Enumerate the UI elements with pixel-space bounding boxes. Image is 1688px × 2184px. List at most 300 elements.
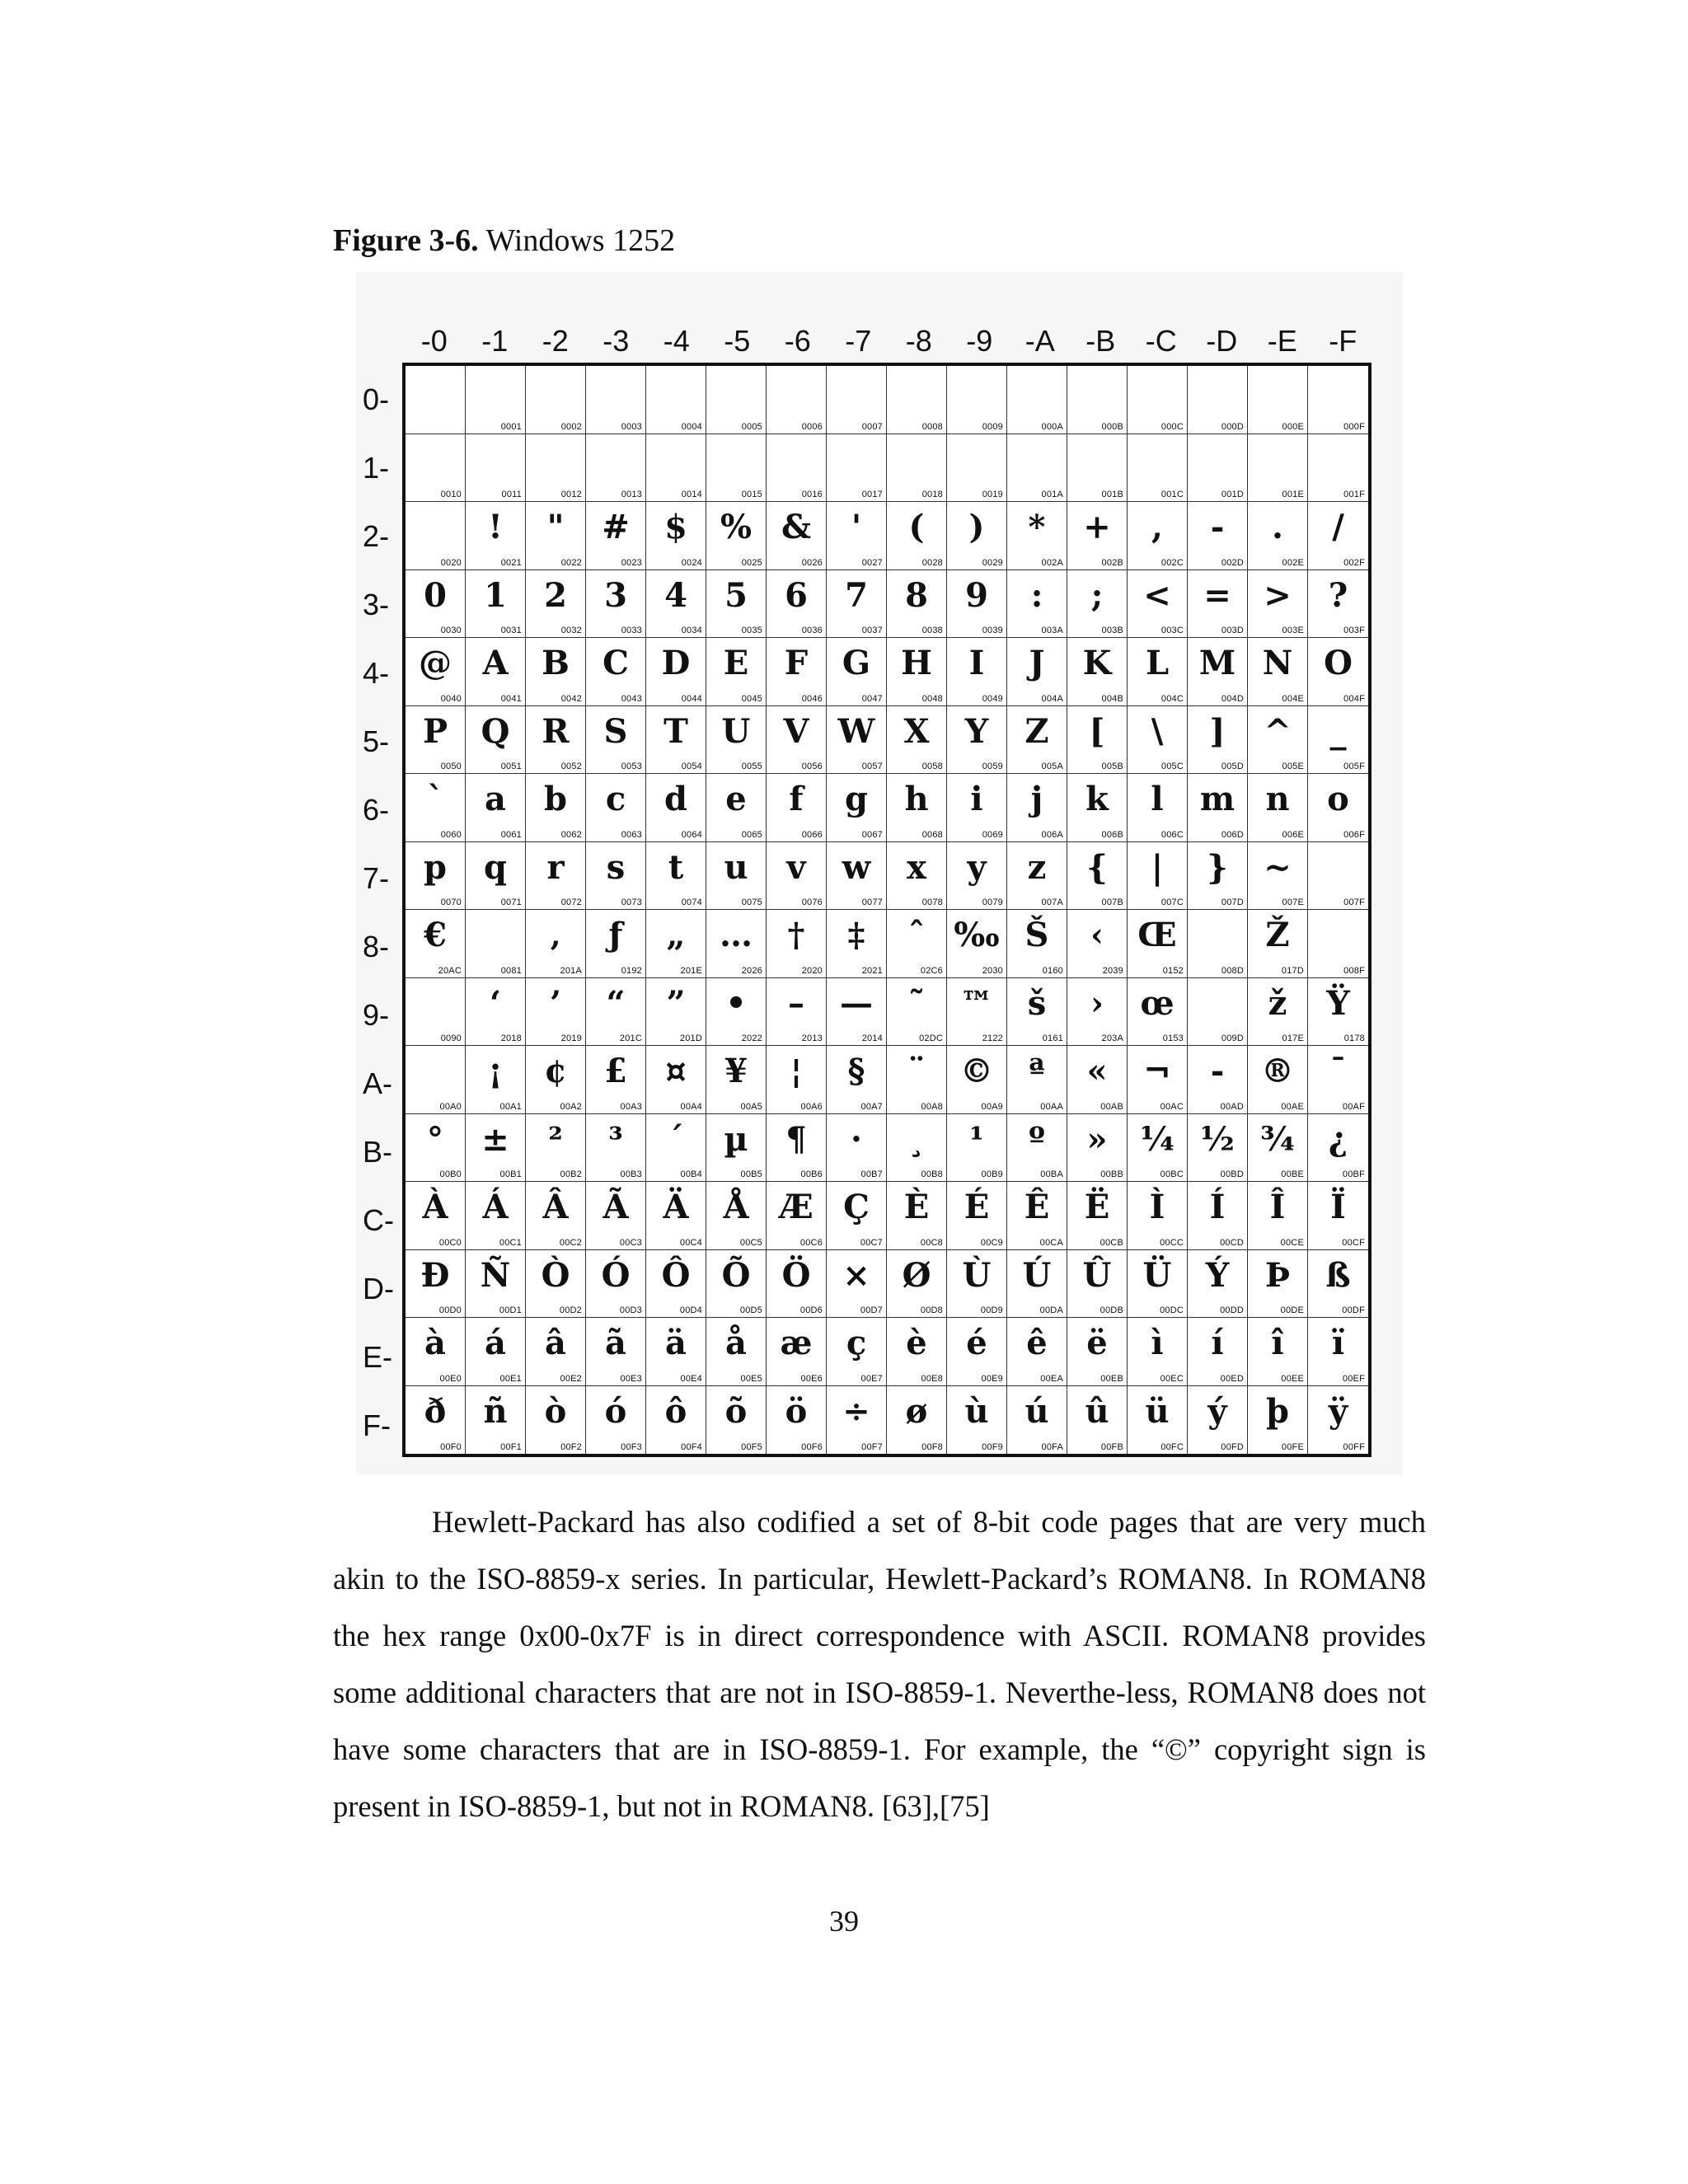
cell-glyph: ¿ xyxy=(1328,1119,1348,1159)
cell-code: 0035 xyxy=(741,626,762,635)
table-cell xyxy=(586,1114,646,1183)
table-cell xyxy=(947,502,1007,570)
cell-glyph: [ xyxy=(1089,711,1105,751)
cell-code: 0070 xyxy=(440,898,462,907)
table-cell xyxy=(1067,1114,1128,1183)
cell-code: 203A xyxy=(1101,1033,1123,1043)
table-cell xyxy=(646,1114,706,1183)
cell-code: 006C xyxy=(1160,829,1184,840)
cell-code: 00B5 xyxy=(740,1169,762,1179)
cell-code: 00D3 xyxy=(619,1305,642,1315)
cell-code: 003E xyxy=(1282,626,1304,635)
table-cell xyxy=(947,706,1007,775)
cell-code: 006F xyxy=(1343,829,1365,840)
table-cell xyxy=(1067,434,1128,503)
table-cell xyxy=(586,1182,646,1250)
cell-glyph: ë xyxy=(1086,1324,1108,1362)
table-cell xyxy=(1128,706,1188,775)
cell-code: 00CD xyxy=(1220,1237,1244,1248)
cell-glyph: É xyxy=(964,1188,990,1226)
cell-glyph: - xyxy=(1210,1052,1225,1090)
cell-code: 0077 xyxy=(861,898,883,907)
column-header: -5 xyxy=(724,324,751,358)
cell-code: 00C0 xyxy=(438,1237,462,1248)
cell-code: 00BD xyxy=(1220,1169,1244,1179)
cell-glyph: 1 xyxy=(484,575,507,615)
table-cell xyxy=(406,1182,466,1250)
table-cell xyxy=(646,978,706,1047)
cell-code: 0079 xyxy=(982,898,1003,907)
table-cell xyxy=(1007,1250,1067,1319)
table-cell xyxy=(1188,910,1248,978)
cell-code: 00CE xyxy=(1280,1237,1304,1248)
cell-code: 00F8 xyxy=(921,1442,943,1452)
cell-code: 00DF xyxy=(1342,1305,1365,1315)
cell-glyph: ˜ xyxy=(908,983,925,1023)
cell-glyph: ¾ xyxy=(1260,1119,1295,1159)
table-cell xyxy=(1248,1114,1308,1183)
table-cell xyxy=(827,842,887,911)
cell-code: 00DB xyxy=(1100,1305,1123,1315)
cell-code: 00A4 xyxy=(680,1101,702,1112)
cell-code: 00D2 xyxy=(559,1305,582,1315)
table-cell xyxy=(947,1182,1007,1250)
cell-glyph: Å xyxy=(723,1188,749,1226)
cell-code: 2020 xyxy=(801,965,823,976)
cell-code: 0069 xyxy=(982,829,1003,840)
table-cell xyxy=(947,1250,1007,1319)
cell-code: 000C xyxy=(1160,421,1184,432)
table-cell xyxy=(526,1386,586,1455)
cell-code: 0054 xyxy=(681,762,702,771)
cell-glyph: E xyxy=(723,644,749,682)
cell-code: 0029 xyxy=(982,557,1003,568)
cell-glyph: † xyxy=(787,916,805,954)
cell-code: 0073 xyxy=(621,898,642,907)
cell-glyph: á xyxy=(485,1324,506,1362)
cell-glyph: ‚ xyxy=(550,916,561,954)
cell-code: 001C xyxy=(1160,490,1184,499)
cell-glyph: 9 xyxy=(965,575,988,615)
cell-glyph: m xyxy=(1199,780,1236,818)
table-cell xyxy=(706,910,767,978)
cell-code: 00BF xyxy=(1342,1169,1365,1179)
table-cell xyxy=(827,1318,887,1386)
cell-code: 02DC xyxy=(919,1033,943,1043)
cell-code: 0020 xyxy=(440,557,462,568)
cell-code: 00D8 xyxy=(920,1305,943,1315)
table-cell xyxy=(767,1046,827,1114)
cell-glyph: v xyxy=(786,847,806,887)
cell-code: 0032 xyxy=(560,626,582,635)
row-header: 0- xyxy=(363,382,390,416)
cell-code: 005F xyxy=(1343,762,1365,771)
cell-glyph: } xyxy=(1207,847,1228,887)
cell-code: 00EE xyxy=(1281,1373,1304,1384)
cell-code: 201C xyxy=(619,1033,642,1043)
cell-code: 00FE xyxy=(1281,1442,1304,1452)
cell-code: 00FC xyxy=(1160,1442,1184,1452)
cell-glyph: Y xyxy=(964,711,989,751)
cell-code: 003D xyxy=(1221,626,1244,635)
cell-code: 00B8 xyxy=(921,1169,943,1179)
column-header: -E xyxy=(1267,324,1297,358)
table-cell xyxy=(1248,366,1308,434)
cell-code: 001D xyxy=(1221,490,1244,499)
cell-code: 0033 xyxy=(621,626,642,635)
cell-glyph: b xyxy=(544,780,567,818)
cell-code: 0018 xyxy=(921,490,943,499)
row-header: 4- xyxy=(363,656,390,690)
column-header: -C xyxy=(1145,324,1177,358)
cell-code: 002C xyxy=(1160,557,1184,568)
cell-glyph: Ü xyxy=(1142,1255,1172,1295)
cell-code: 004A xyxy=(1041,693,1063,704)
cell-code: 00D7 xyxy=(860,1305,883,1315)
cell-glyph: 5 xyxy=(724,575,748,615)
cell-code: 00B9 xyxy=(981,1169,1003,1179)
cell-glyph: § xyxy=(847,1052,865,1090)
cell-glyph: u xyxy=(724,847,748,887)
cell-glyph: , xyxy=(1151,508,1163,546)
column-header: -4 xyxy=(663,324,690,358)
cell-glyph: “ xyxy=(606,983,626,1023)
table-cell xyxy=(767,1182,827,1250)
cell-glyph: µ xyxy=(724,1119,748,1159)
cell-glyph: T xyxy=(663,711,688,751)
table-cell xyxy=(406,842,466,911)
cell-code: 0072 xyxy=(560,898,582,907)
table-cell xyxy=(767,638,827,706)
cell-glyph: F xyxy=(784,644,809,682)
column-header: -B xyxy=(1085,324,1116,358)
code-page-table xyxy=(402,363,1372,1457)
cell-code: 00D4 xyxy=(679,1305,702,1315)
table-cell xyxy=(1248,910,1308,978)
table-cell xyxy=(947,774,1007,842)
figure-title: Windows 1252 xyxy=(485,223,676,258)
table-cell xyxy=(1248,842,1308,911)
table-cell xyxy=(947,638,1007,706)
cell-glyph: ) xyxy=(968,508,985,546)
cell-code: 00A5 xyxy=(740,1101,762,1112)
table-cell xyxy=(827,502,887,570)
table-cell xyxy=(466,706,526,775)
table-cell xyxy=(466,1318,526,1386)
table-cell xyxy=(827,978,887,1047)
table-cell xyxy=(1007,706,1067,775)
cell-glyph: h xyxy=(904,780,929,818)
table-cell xyxy=(1128,774,1188,842)
cell-code: 000B xyxy=(1101,421,1123,432)
table-cell xyxy=(1248,1182,1308,1250)
cell-glyph: ¸ xyxy=(908,1119,925,1159)
cell-glyph: … xyxy=(720,916,753,954)
cell-glyph: R xyxy=(542,711,570,751)
cell-glyph: Î xyxy=(1269,1188,1286,1226)
cell-glyph: . xyxy=(1272,508,1283,546)
table-cell xyxy=(586,1250,646,1319)
cell-code: 0062 xyxy=(560,829,582,840)
table-cell xyxy=(1188,706,1248,775)
cell-code: 02C6 xyxy=(920,965,943,976)
table-cell xyxy=(526,1250,586,1319)
cell-glyph: € xyxy=(424,916,447,954)
table-cell xyxy=(466,1046,526,1114)
cell-code: 00A8 xyxy=(921,1101,943,1112)
table-cell xyxy=(646,1182,706,1250)
cell-code: 0036 xyxy=(801,626,823,635)
cell-glyph: ‹ xyxy=(1090,916,1104,954)
cell-glyph: ¹ xyxy=(969,1119,984,1159)
table-cell xyxy=(586,706,646,775)
cell-code: 0053 xyxy=(621,762,642,771)
cell-glyph: Ä xyxy=(663,1188,689,1226)
cell-glyph: š xyxy=(1027,983,1047,1023)
cell-glyph: Ê xyxy=(1024,1188,1050,1226)
cell-glyph: q xyxy=(484,847,507,887)
cell-code: 001B xyxy=(1101,490,1123,499)
table-cell xyxy=(947,570,1007,639)
cell-code: 0047 xyxy=(861,693,883,704)
cell-glyph: Ë xyxy=(1084,1188,1110,1226)
cell-glyph: | xyxy=(1151,847,1164,887)
cell-code: 001F xyxy=(1343,490,1365,499)
table-cell xyxy=(1188,502,1248,570)
cell-code: 2022 xyxy=(741,1033,762,1043)
cell-code: 00AF xyxy=(1342,1101,1365,1112)
cell-code: 00E0 xyxy=(439,1373,462,1384)
cell-glyph: d xyxy=(664,780,687,818)
table-cell xyxy=(1128,570,1188,639)
table-cell xyxy=(1067,366,1128,434)
table-cell xyxy=(526,1318,586,1386)
cell-glyph: î xyxy=(1271,1324,1284,1362)
cell-glyph: þ xyxy=(1266,1391,1289,1431)
cell-code: 0011 xyxy=(501,490,522,499)
cell-code: 00B6 xyxy=(800,1169,823,1179)
cell-glyph: B xyxy=(542,644,570,682)
table-cell xyxy=(1007,366,1067,434)
cell-code: 0012 xyxy=(560,490,582,499)
cell-glyph: t xyxy=(668,847,684,887)
table-cell xyxy=(827,1250,887,1319)
cell-glyph: Ó xyxy=(601,1255,631,1295)
table-cell xyxy=(1248,706,1308,775)
cell-code: 00F7 xyxy=(861,1442,883,1452)
table-cell xyxy=(406,910,466,978)
table-cell xyxy=(406,774,466,842)
table-cell xyxy=(1188,638,1248,706)
cell-code: 0066 xyxy=(801,829,823,840)
table-cell xyxy=(1248,638,1308,706)
cell-glyph: ý xyxy=(1207,1391,1227,1431)
cell-glyph: % xyxy=(720,508,752,546)
cell-glyph: õ xyxy=(724,1391,748,1431)
table-cell xyxy=(586,774,646,842)
table-cell xyxy=(1308,502,1368,570)
cell-glyph: k xyxy=(1085,780,1109,818)
cell-glyph: @ xyxy=(419,644,452,682)
cell-glyph: ú xyxy=(1025,1391,1049,1431)
cell-glyph: ó xyxy=(604,1391,627,1431)
table-cell xyxy=(1128,638,1188,706)
cell-code: 008F xyxy=(1343,965,1365,976)
cell-code: 004B xyxy=(1101,693,1123,704)
cell-glyph: å xyxy=(725,1324,747,1362)
cell-glyph: Ý xyxy=(1205,1255,1230,1295)
cell-code: 003F xyxy=(1343,626,1365,635)
table-cell xyxy=(586,978,646,1047)
table-cell xyxy=(1007,978,1067,1047)
table-cell xyxy=(646,1250,706,1319)
table-cell xyxy=(827,706,887,775)
cell-glyph: K xyxy=(1082,644,1112,682)
table-cell xyxy=(887,570,947,639)
table-cell xyxy=(646,1386,706,1455)
cell-code: 00DE xyxy=(1280,1305,1304,1315)
cell-code: 00CC xyxy=(1160,1237,1184,1248)
table-cell xyxy=(1308,1386,1368,1455)
cell-glyph: Z xyxy=(1025,711,1049,751)
cell-glyph: ÿ xyxy=(1328,1391,1348,1431)
table-cell xyxy=(706,638,767,706)
cell-code: 001E xyxy=(1282,490,1304,499)
cell-code: 004E xyxy=(1282,693,1304,704)
cell-code: 003C xyxy=(1160,626,1184,635)
table-cell xyxy=(406,978,466,1047)
table-cell xyxy=(406,366,466,434)
cell-code: 0063 xyxy=(621,829,642,840)
cell-code: 00EB xyxy=(1100,1373,1123,1384)
table-cell xyxy=(1188,434,1248,503)
table-cell xyxy=(1308,1250,1368,1319)
cell-glyph: ] xyxy=(1209,711,1226,751)
table-cell xyxy=(887,1250,947,1319)
cell-code: 0059 xyxy=(982,762,1003,771)
table-cell xyxy=(827,638,887,706)
cell-code: 00BC xyxy=(1160,1169,1184,1179)
table-cell xyxy=(767,1386,827,1455)
table-cell xyxy=(586,570,646,639)
cell-code: 00E2 xyxy=(560,1373,582,1384)
cell-glyph: › xyxy=(1090,983,1104,1023)
table-cell xyxy=(1128,842,1188,911)
cell-code: 00F4 xyxy=(681,1442,702,1452)
table-cell xyxy=(526,570,586,639)
cell-glyph: ° xyxy=(427,1119,443,1159)
cell-glyph: ® xyxy=(1261,1052,1294,1090)
cell-glyph: < xyxy=(1143,575,1171,615)
table-cell xyxy=(646,774,706,842)
cell-glyph: ' xyxy=(851,508,862,546)
table-cell xyxy=(586,1046,646,1114)
table-cell xyxy=(706,1318,767,1386)
cell-code: 0006 xyxy=(801,421,823,432)
table-cell xyxy=(526,1114,586,1183)
cell-glyph: ¤ xyxy=(665,1052,687,1090)
cell-code: 0004 xyxy=(681,421,702,432)
table-cell xyxy=(646,366,706,434)
cell-code: 00BB xyxy=(1100,1169,1123,1179)
cell-code: 0161 xyxy=(1042,1033,1063,1043)
column-header: -2 xyxy=(542,324,569,358)
cell-glyph: X xyxy=(903,711,930,751)
cell-glyph: ï xyxy=(1331,1324,1345,1362)
cell-glyph: N xyxy=(1262,644,1293,682)
cell-glyph: é xyxy=(966,1324,987,1362)
cell-glyph: H xyxy=(901,644,932,682)
table-cell xyxy=(1067,1386,1128,1455)
table-cell xyxy=(466,910,526,978)
cell-code: 00C3 xyxy=(619,1237,642,1248)
cell-glyph: L xyxy=(1145,644,1170,682)
cell-glyph: Æ xyxy=(779,1188,814,1226)
table-cell xyxy=(887,366,947,434)
table-cell xyxy=(586,1318,646,1386)
cell-glyph: y xyxy=(967,847,987,887)
cell-glyph: « xyxy=(1086,1052,1108,1090)
cell-glyph: ¶ xyxy=(785,1119,807,1159)
cell-glyph: ª xyxy=(1029,1052,1045,1090)
cell-glyph: Š xyxy=(1025,916,1049,954)
cell-code: 007D xyxy=(1221,898,1244,907)
cell-glyph: J xyxy=(1029,644,1045,682)
cell-code: 0016 xyxy=(801,490,823,499)
cell-glyph: * xyxy=(1028,508,1046,546)
table-cell xyxy=(1308,638,1368,706)
cell-glyph: U xyxy=(721,711,751,751)
cell-code: 00D9 xyxy=(980,1305,1003,1315)
table-cell xyxy=(767,434,827,503)
column-header: -A xyxy=(1025,324,1055,358)
table-cell xyxy=(1007,1318,1067,1386)
table-cell xyxy=(767,570,827,639)
table-cell xyxy=(1007,1046,1067,1114)
table-cell xyxy=(586,910,646,978)
row-header: 2- xyxy=(363,519,390,553)
cell-code: 00F5 xyxy=(741,1442,762,1452)
table-cell xyxy=(1128,1114,1188,1183)
row-header: 5- xyxy=(363,724,390,758)
cell-glyph: " xyxy=(546,508,565,546)
table-cell xyxy=(1007,774,1067,842)
table-cell xyxy=(1128,1386,1188,1455)
cell-code: 00BE xyxy=(1281,1169,1304,1179)
table-cell xyxy=(887,1318,947,1386)
cell-glyph: W xyxy=(837,711,875,751)
cell-glyph: ä xyxy=(665,1324,687,1362)
cell-glyph: f xyxy=(789,780,804,818)
cell-code: 000A xyxy=(1041,421,1063,432)
table-cell xyxy=(706,978,767,1047)
table-cell xyxy=(767,1114,827,1183)
cell-glyph: = xyxy=(1203,575,1231,615)
cell-glyph: Ö xyxy=(781,1255,811,1295)
cell-glyph: $ xyxy=(664,508,687,546)
table-cell xyxy=(646,502,706,570)
table-cell xyxy=(406,1386,466,1455)
cell-code: 0040 xyxy=(440,693,462,704)
cell-glyph: Ñ xyxy=(480,1255,511,1295)
cell-code: 0060 xyxy=(440,829,462,840)
cell-code: 00E3 xyxy=(620,1373,642,1384)
cell-code: 0027 xyxy=(861,557,883,568)
cell-code: 0044 xyxy=(681,693,702,704)
cell-glyph: ` xyxy=(427,780,443,818)
cell-glyph: Ô xyxy=(661,1255,691,1295)
figure-caption xyxy=(333,223,675,259)
